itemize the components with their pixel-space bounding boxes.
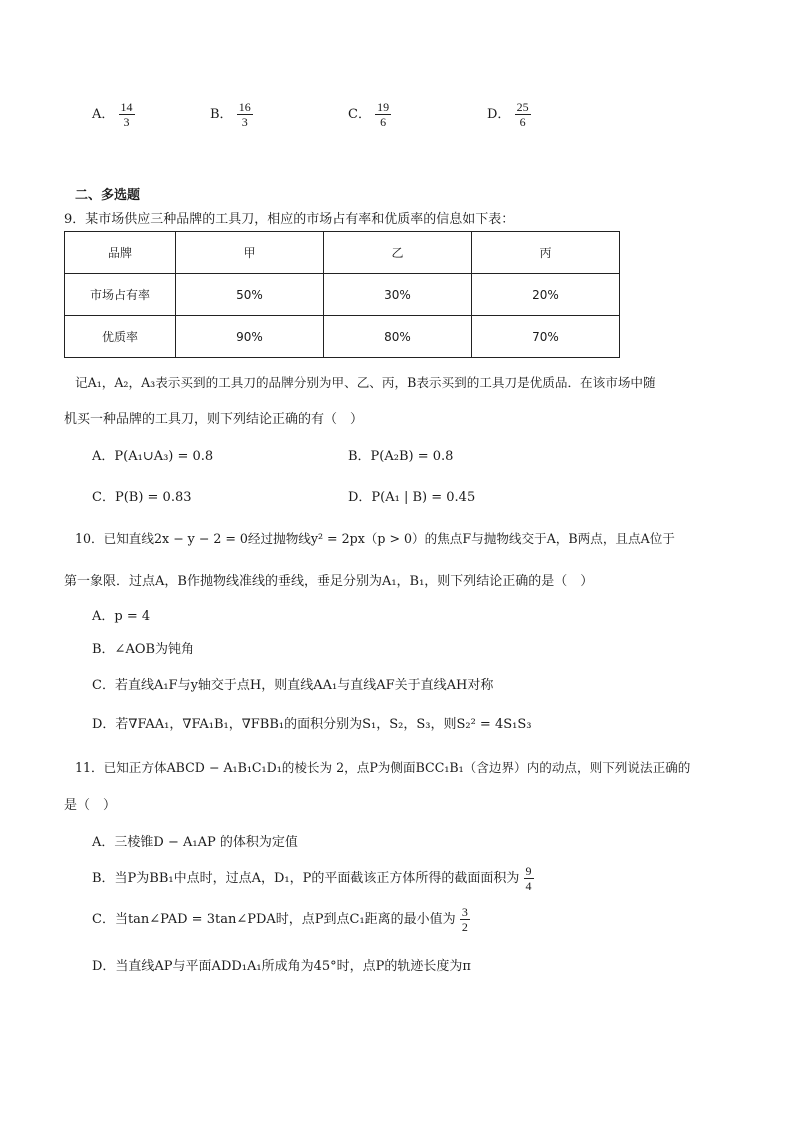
table-row (65, 274, 620, 316)
q11-line2: 是（ ） (64, 798, 117, 813)
table-cell: 30% (324, 274, 472, 316)
q8-option-b-fraction: $\frac{16}{3}$ (238, 100, 251, 129)
table-cell: 50% (176, 274, 324, 316)
q10-option-c: C．若直线A₁F与y轴交于点H，则直线AA₁与直线AF关于直线AH对称 (92, 678, 494, 693)
q11-option-c: C．当tan∠PAD = 3tan∠PDA时，点P到点C₁距离的最小值为 $\frac{3}{2}$ (92, 905, 468, 934)
q8-option-a: A． $\frac{14}{3}$ (92, 100, 133, 129)
q8-option-a-fraction: $\frac{14}{3}$ (120, 100, 133, 129)
q11-option-d: D．当直线AP与平面ADD₁A₁所成角为45°时，点P的轨迹长度为π (92, 959, 471, 974)
q9-line1: 记A₁，A₂，A₃表示买到的工具刀的品牌分别为甲、乙、丙，B表示买到的工具刀是优质品．在该市场中随 (75, 375, 656, 390)
q8-option-b: B． $\frac{16}{3}$ (210, 100, 251, 129)
q9-line2: 机买一种品牌的工具刀，则下列结论正确的有（ ） (64, 412, 364, 427)
table-cell: 优质率 (65, 316, 176, 358)
q10-line2: 第一象限．过点A，B作抛物线准线的垂线，垂足分别为A₁，B₁，则下列结论正确的是（ ） (64, 574, 594, 589)
q9-option-a: A．P(A₁∪A₃) = 0.8 (92, 449, 214, 464)
brand-table (64, 231, 620, 358)
q9-option-b: B．P(A₂B) = 0.8 (348, 449, 454, 464)
q9-option-d: D．P(A₁ | B) = 0.45 (348, 490, 476, 505)
q11-option-c-fraction: $\frac{3}{2}$ (461, 905, 468, 934)
table-cell: 90% (176, 316, 324, 358)
table-cell: 70% (472, 316, 620, 358)
q8-option-c: C． $\frac{19}{6}$ (348, 100, 390, 129)
q11-option-b-fraction: $\frac{9}{4}$ (525, 864, 532, 893)
q11-option-a: A．三棱锥D − A₁AP 的体积为定值 (92, 835, 298, 850)
q8-option-d-fraction: $\frac{25}{6}$ (516, 100, 529, 129)
q11-line1: 11．已知正方体ABCD − A₁B₁C₁D₁的棱长为 2，点P为侧面BCC₁B₁（含边界）内的动点，则下列说法正确的 (75, 760, 691, 775)
q10-line1: 10．已知直线2x − y − 2 = 0经过抛物线y² = 2px（p > 0）的焦点F与抛物线交于A，B两点，且点A位于 (75, 531, 675, 546)
q9-stem: 9．某市场供应三种品牌的工具刀，相应的市场占有率和优质率的信息如下表： (64, 212, 515, 227)
q10-option-b: B．∠AOB为钝角 (92, 642, 195, 657)
q10-option-d: D．若∇FAA₁，∇FA₁B₁，∇FBB₁的面积分别为S₁，S₂，S₃，则S₂² = 4S₁S₃ (92, 717, 532, 732)
table-cell: 80% (324, 316, 472, 358)
q10-option-a: A．p = 4 (92, 609, 151, 624)
table-cell: 市场占有率 (65, 274, 176, 316)
table-cell: 乙 (324, 232, 472, 274)
q8-option-c-fraction: $\frac{19}{6}$ (377, 100, 390, 129)
table-cell: 甲 (176, 232, 324, 274)
table-header-row (65, 232, 620, 274)
table-cell: 20% (472, 274, 620, 316)
section-title: 二、多选题 (75, 188, 141, 203)
table-cell: 丙 (472, 232, 620, 274)
table-row (65, 316, 620, 358)
q9-option-c: C．P(B) = 0.83 (92, 490, 192, 505)
q11-option-b: B．当P为BB₁中点时，过点A，D₁，P的平面截该正方体所得的截面面积为 $\frac{9}{4}$ (92, 864, 532, 893)
table-cell: 品牌 (65, 232, 176, 274)
q8-option-d: D． $\frac{25}{6}$ (487, 100, 529, 129)
